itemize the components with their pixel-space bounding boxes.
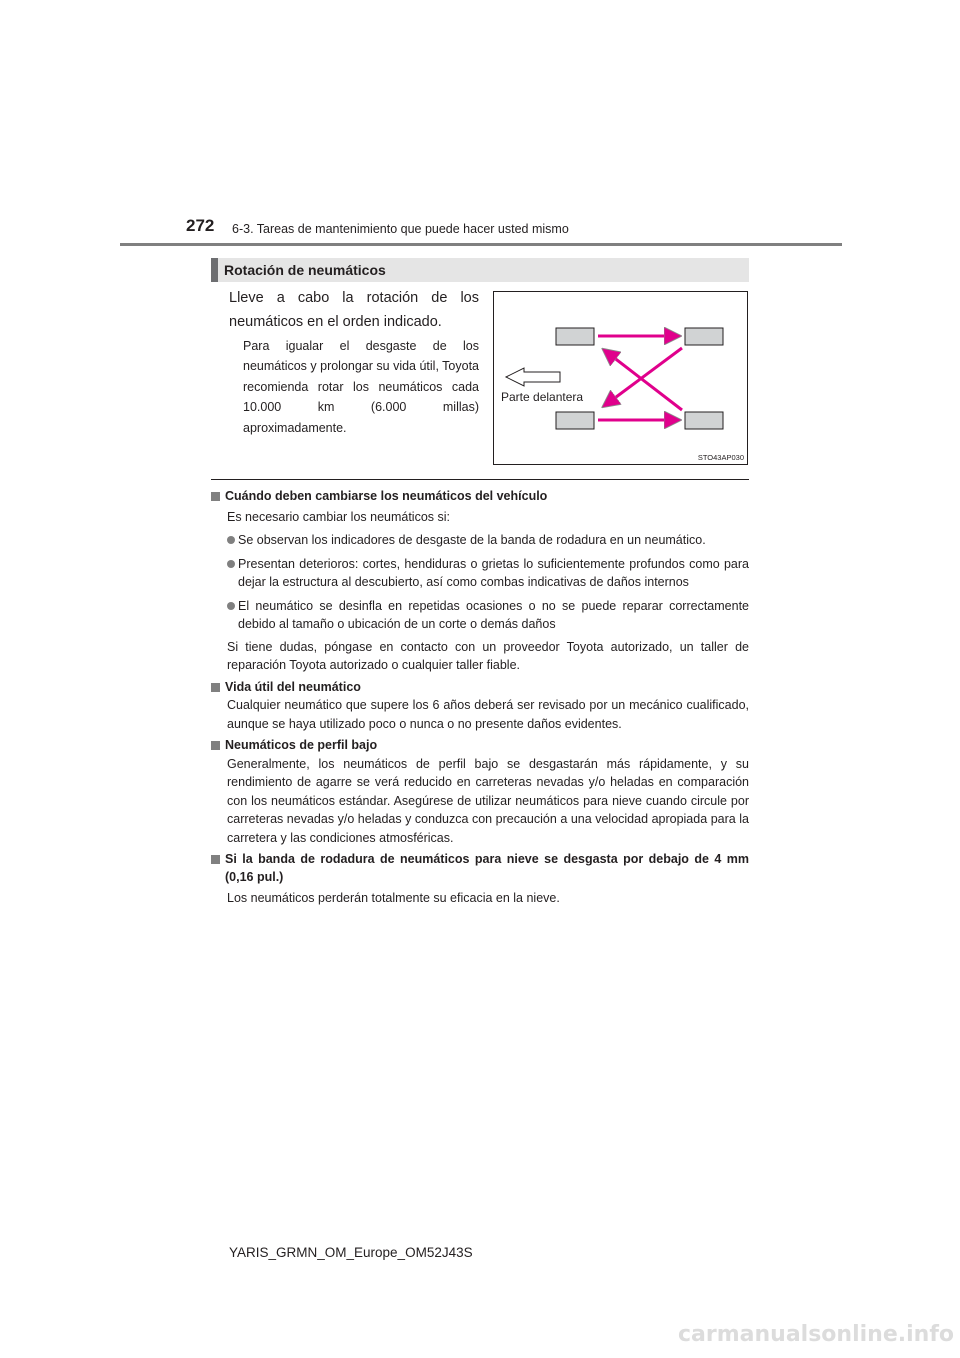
tire-front-right (556, 412, 594, 429)
square-bullet-icon (211, 492, 220, 501)
chapter-title: 6-3. Tareas de mantenimiento que puede hacer usted mismo (232, 222, 569, 236)
item-body: Generalmente, los neumáticos de perfil bajo se desgastarán más rápidamente, y su rendimiento de agarre se verá reducido en carreteras nevadas y/o heladas en comparación con los neumáticos estándar. Asegúrese de utilizar neumáticos para nieve cuando circule por carreteras nevadas y/o heladas y conduzca con precaución a una velocidad apropiada para la carretera y las condiciones atmosféricas. (227, 756, 749, 845)
page-number: 272 (186, 216, 215, 235)
round-bullet-icon (227, 560, 235, 568)
list-item (227, 555, 749, 592)
item-low-profile-tires (211, 737, 749, 847)
item-tire-replacement (211, 488, 749, 675)
footer-code: YARIS_GRMN_OM_Europe_OM52J43S (229, 1245, 473, 1260)
note-text: Para igualar el desgaste de los neumáticos y prolongar su vida útil, Toyota recomienda rotar los neumáticos cada 10.000 km (6.000 millas) aproximadamente. (243, 339, 480, 435)
info-content (211, 488, 749, 908)
watermark: carmanualsonline.info (678, 1322, 954, 1347)
round-bullet-icon (227, 536, 235, 544)
item-tire-lifespan (211, 679, 749, 734)
tire-front-left (556, 328, 594, 345)
item-body: Cualquier neumático que supere los 6 años deberá ser revisado por un mecánico cualificado, aunque se haya utilizado poco o nunca o no presente daños evidentes. (227, 698, 749, 731)
item-heading-text: Si la banda de rodadura de neumáticos para nieve se desgasta por debajo de 4 mm (0,16 pul.) (225, 852, 749, 884)
tire-rotation-diagram (493, 291, 748, 465)
list-item-text: Presentan deterioros: cortes, hendiduras o grietas lo suficientemente profundos como para dejar la estructura al descubierto, así como combas indicativas de daños internos (238, 556, 749, 589)
header-rule (120, 243, 842, 246)
section-accent (211, 258, 218, 282)
list-item-text: El neumático se desinfla en repetidas ocasiones o no se puede reparar correctamente debido al tamaño o ubicación de un corte o demás daños (238, 598, 749, 631)
list-item (227, 597, 749, 634)
round-bullet-icon (227, 602, 235, 610)
arrow-rear-left-to-front-right (604, 348, 682, 406)
item-heading-text: Neumáticos de perfil bajo (225, 738, 378, 752)
figure-code: STO43AP030 (697, 453, 744, 462)
tire-rear-right (685, 412, 723, 429)
section-header (211, 258, 749, 282)
item-body: Los neumáticos perderán totalmente su eficacia en la nieve. (227, 891, 560, 905)
front-direction-arrow-icon (506, 368, 560, 386)
square-bullet-icon (211, 855, 220, 864)
lead-text: Lleve a cabo la rotación de los neumáticos en el orden indicado. (229, 290, 479, 330)
section-divider (211, 479, 749, 480)
item-heading (211, 851, 749, 886)
front-direction-label: Parte delantera (501, 390, 584, 404)
section-title: Rotación de neumáticos (224, 262, 386, 278)
square-bullet-icon (211, 741, 220, 750)
list-item (227, 531, 749, 550)
item-heading-text: Vida útil del neumático (225, 679, 361, 694)
item-snow-tire-tread (211, 851, 749, 908)
tire-rear-left (685, 328, 723, 345)
item-heading (211, 737, 749, 755)
list-item-text: Se observan los indicadores de desgaste de la banda de rodadura en un neumático. (238, 533, 706, 547)
arrow-rear-right-to-front-left (604, 350, 682, 410)
item-heading-text: Cuándo deben cambiarse los neumáticos del vehículo (225, 489, 548, 503)
rotation-diagram-svg (494, 292, 749, 466)
item-heading (211, 488, 749, 506)
square-bullet-icon (211, 683, 220, 692)
item-intro: Es necesario cambiar los neumáticos si: (227, 509, 451, 524)
item-outro: Si tiene dudas, póngase en contacto con un proveedor Toyota autorizado, un taller de reparación Toyota autorizado o cualquier taller fiable. (227, 639, 749, 672)
item-heading (211, 679, 749, 697)
